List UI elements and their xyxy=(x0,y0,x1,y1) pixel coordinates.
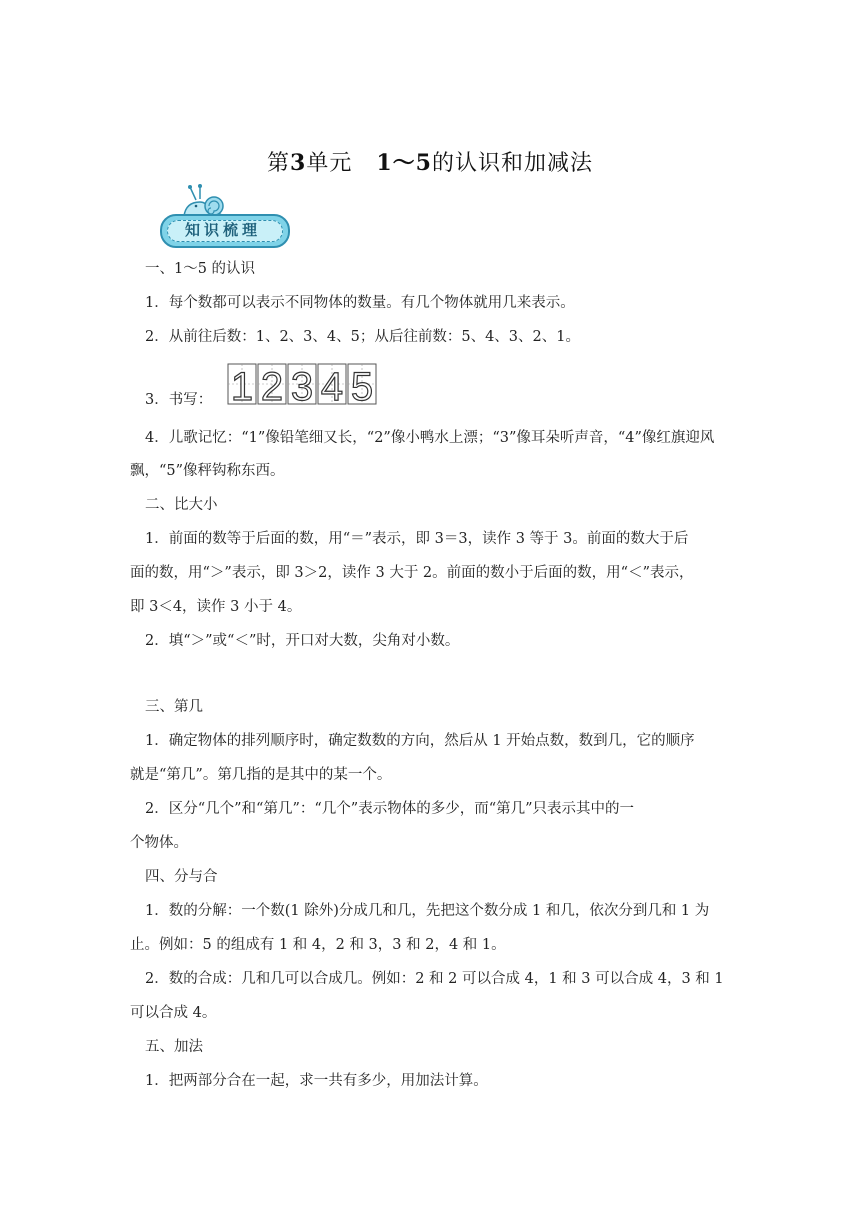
paragraph: 1．数的分解：一个数(1 除外)分成几和几，先把这个数分成 1 和几，依次分到几和 1 为 xyxy=(145,903,710,919)
paragraph-continued: 个物体。 xyxy=(130,835,188,851)
title-range: 1～5 xyxy=(376,150,432,176)
page-title xyxy=(0,146,860,177)
paragraph-continued: 即 3＜4，读作 3 小于 4。 xyxy=(130,599,302,615)
section-heading-4: 四、分与合 xyxy=(145,869,218,885)
section-heading-5: 五、加法 xyxy=(145,1039,203,1055)
paragraph: 1．确定物体的排列顺序时，确定数数的方向，然后从 1 开始点数，数到几，它的顺序 xyxy=(145,733,695,749)
title-unit: 单元 xyxy=(306,151,353,176)
paragraph: 1．每个数都可以表示不同物体的数量。有几个物体就用几来表示。 xyxy=(145,295,575,311)
section-heading-1: 一、1～5 的认识 xyxy=(145,261,256,277)
paragraph: 2．数的合成：几和几可以合成几。例如：2 和 2 可以合成 4，1 和 3 可以合成 4，3 和 1 xyxy=(145,971,724,987)
paragraph-writing-label: 3．书写： xyxy=(145,392,213,408)
paragraph-continued: 飘，“5”像秤钩称东西。 xyxy=(130,463,285,479)
paragraph: 2．填“＞”或“＜”时，开口对大数，尖角对小数。 xyxy=(145,633,460,649)
paragraph: 1．前面的数等于后面的数，用“＝”表示，即 3＝3，读作 3 等于 3。前面的数大于后 xyxy=(145,531,689,547)
section-heading-3: 三、第几 xyxy=(145,699,203,715)
writing-digit: 2 xyxy=(260,365,284,406)
writing-digit: 3 xyxy=(290,365,314,406)
badge-label: 知识梳理 xyxy=(184,221,261,239)
knowledge-badge xyxy=(160,184,290,248)
title-unit-number: 3 xyxy=(290,150,307,176)
title-rest: 的认识和加减法 xyxy=(431,151,593,176)
paragraph: 2．从前往后数：1、2、3、4、5；从后往前数：5、4、3、2、1。 xyxy=(145,329,580,345)
paragraph-continued: 可以合成 4。 xyxy=(130,1005,217,1021)
section-heading-2: 二、比大小 xyxy=(145,497,218,513)
title-prefix: 第 xyxy=(267,151,291,176)
writing-digit: 1 xyxy=(230,365,254,406)
paragraph-continued: 就是“第几”。第几指的是其中的某一个。 xyxy=(130,767,392,783)
writing-digit: 5 xyxy=(350,365,374,406)
digit-writing-grid xyxy=(226,362,386,406)
paragraph-continued: 面的数，用“＞”表示，即 3＞2，读作 3 大于 2。前面的数小于后面的数，用“＜”表示， xyxy=(130,565,694,581)
paragraph: 4．儿歌记忆：“1”像铅笔细又长，“2”像小鸭水上漂；“3”像耳朵听声音，“4”像红旗迎风 xyxy=(145,430,715,446)
paragraph: 1．把两部分合在一起，求一共有多少，用加法计算。 xyxy=(145,1073,488,1089)
writing-digit: 4 xyxy=(320,365,344,406)
paragraph: 2．区分“几个”和“第几”：“几个”表示物体的多少，而“第几”只表示其中的一 xyxy=(145,801,635,817)
paragraph-continued: 止。例如：5 的组成有 1 和 4，2 和 3，3 和 2，4 和 1。 xyxy=(130,937,506,953)
